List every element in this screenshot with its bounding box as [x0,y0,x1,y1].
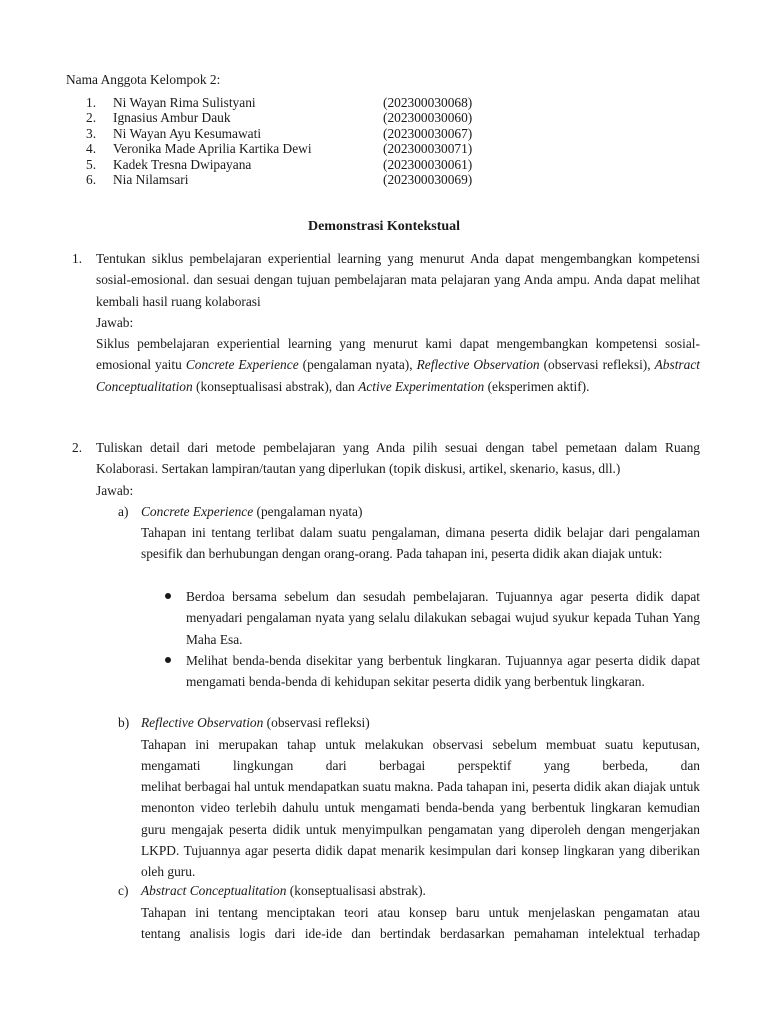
group-label: Nama Anggota Kelompok 2: [66,72,221,87]
member-number: 4. [86,141,97,157]
item-c-letter: c) [118,883,129,898]
answer-text: (observasi refleksi), [539,357,655,373]
question-1-answer-label: Jawab: [96,315,134,330]
question-2-number: 2. [72,440,83,455]
member-name: Ignasius Ambur Dauk [113,110,231,126]
item-b-term: Reflective Observation [141,715,264,730]
answer-text: (konseptualisasi abstrak), dan [192,378,359,394]
member-nim: (202300030061) [383,156,473,172]
member-nim: (202300030060) [383,110,473,126]
member-number: 6. [86,171,97,187]
item-a-term: Concrete Experience [141,504,254,519]
item-c-heading [141,880,426,901]
question-2-text: Tuliskan detail dari metode pembelajaran yang Anda pilih sesuai dengan tabel pemetaan dalam Ruang Kolaborasi. Sertakan lampiran/tautan yang diperlukan (topik diskusi, artikel, skenario, kasus, dll.) [96,440,700,477]
question-1-answer [96,333,700,397]
answer-term: Active Experimentation [358,378,485,394]
bullet-icon [165,657,171,663]
member-nim: (202300030067) [383,125,473,141]
member-name: Kadek Tresna Dwipayana [113,156,252,172]
member-name: Ni Wayan Rima Sulistyani [113,95,256,110]
member-name: Ni Wayan Ayu Kesumawati [113,125,262,141]
question-1-text: Tentukan siklus pembelajaran experiential learning yang menurut Anda dapat mengembangkan kompetensi sosial-emosional. dan sesuai dengan tujuan pembelajaran mata pelajaran yang Anda ampu. Anda dapat melihat kembali hasil ruang kolaborasi [96,251,700,309]
answer-text: (eksperimen aktif). [484,378,590,394]
item-a-gloss: (pengalaman nyata) [253,504,363,519]
item-c-gloss: (konseptualisasi abstrak). [286,883,426,898]
answer-text: (pengalaman nyata), [298,357,417,373]
item-b-gloss: (observasi refleksi) [263,715,370,730]
answer-term: Concrete Experience [185,357,299,373]
answer-text: Siklus pembelajaran experiential learning yang menurut kami dapat mengembangkan kompetensi sosial-emosional yaitu [96,336,700,373]
member-number: 2. [86,110,97,126]
member-item [86,141,506,156]
member-nim: (202300030071) [383,141,473,157]
item-c-term: Abstract Conceptualitation [141,883,287,898]
item-a-description: Tahapan ini tentang terlibat dalam suatu pengalaman, dimana peserta didik belajar dari pengalaman spesifik dan berhubungan dengan orang-orang. Pada tahapan ini, peserta didik akan diajak untuk: [141,525,700,562]
item-b-letter: b) [118,715,130,730]
member-name: Veronika Made Aprilia Kartika Dewi [113,141,312,157]
item-c-description-line-2: tentang analisis logis dari ide-ide dan bertindak berdasarkan pemahaman intelektual terhadap [141,926,700,941]
member-nim: (202300030068) [383,95,473,110]
item-c-description-line-1: Tahapan ini tentang menciptakan teori atau konsep baru untuk menjelaskan pengamatan atau [141,905,700,920]
answer-term: Abstract Conceptualitation [96,357,700,394]
member-list [86,95,506,187]
question-1-number: 1. [72,251,83,266]
member-nim: (202300030069) [383,171,473,187]
item-a-bullet-2: Melihat benda-benda disekitar yang berbentuk lingkaran. Tujuannya agar peserta didik dapat mengamati benda-benda di kehidupan sekitar peserta didik yang berbentuk lingkaran. [186,653,700,690]
item-a-letter: a) [118,504,129,519]
item-a-bullet-1: Berdoa bersama sebelum dan sesudah pembelajaran. Tujuannya agar peserta didik dapat menyadari pengalaman nyata yang selalu dilakukan sebagai wujud syukur kepada Tuhan Yang Maha Esa. [186,589,700,647]
question-2-answer-label: Jawab: [96,483,134,498]
member-name: Nia Nilamsari [113,171,189,187]
member-item [86,110,506,125]
item-b-heading [141,712,370,733]
member-number: 3. [86,125,97,141]
member-item [86,172,506,187]
member-item [86,126,506,141]
answer-term: Reflective Observation [416,357,540,373]
bullet-icon [165,593,171,599]
item-b-description-line-1: Tahapan ini merupakan tahap untuk melakukan observasi sebelum membuat suatu keputusan, [141,737,700,752]
member-item [86,157,506,172]
item-b-description-line-2: mengamati lingkungan dari berbagai perspektif yang berbeda, dan [141,758,700,773]
member-number: 1. [86,95,97,110]
member-number: 5. [86,156,97,172]
item-a-heading [141,501,362,522]
document-title: Demonstrasi Kontekstual [307,219,461,234]
item-b-description: melihat berbagai hal untuk mendapatkan suatu makna. Pada tahapan ini, peserta didik akan diajak untuk menonton video terlebih dahulu untuk mengamati benda-benda yang berbentuk lingkaran kemudian guru mengajak peserta didik untuk menyimpulkan pengamatan yang diperoleh dengan mengerjakan LKPD. Tujuannya agar peserta didik dapat menarik kesimpulan dari konsep lingkaran yang diberikan oleh guru. [141,779,700,880]
member-item [86,95,506,110]
